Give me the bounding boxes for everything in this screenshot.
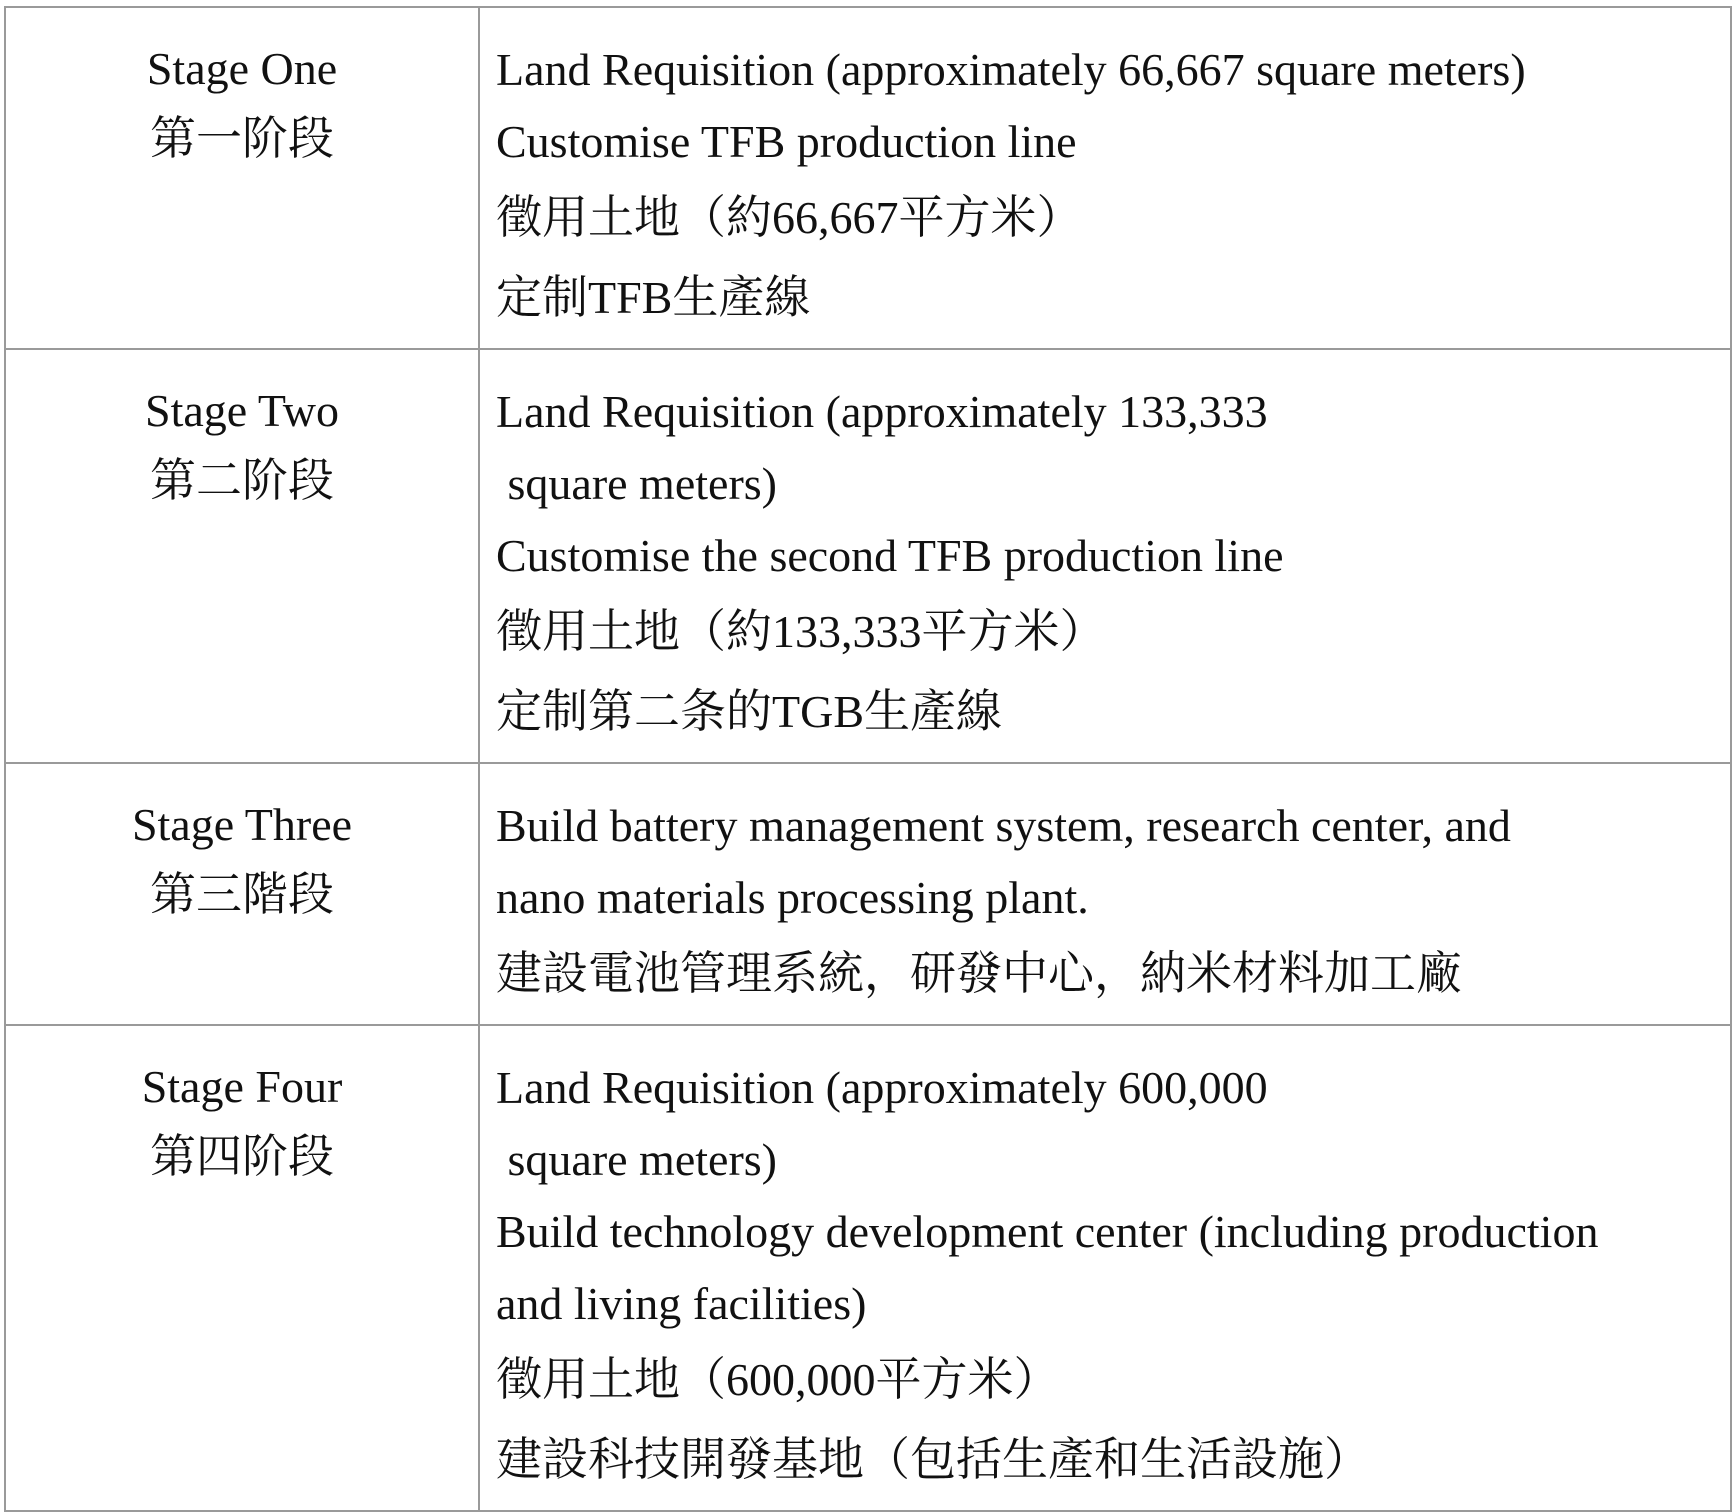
stage-name-zh: 第三階段 bbox=[150, 869, 334, 920]
description-line: square meters) bbox=[496, 458, 777, 509]
description-line: Build technology development center (including production bbox=[496, 1206, 1599, 1257]
stage-name: Stage Four bbox=[141, 1061, 343, 1112]
stage-name: Stage Three bbox=[131, 799, 353, 850]
description-line: 建設電池管理系統，研發中心，納米材料加工廠 bbox=[496, 948, 1462, 999]
description-cell bbox=[479, 7, 1731, 349]
table-row bbox=[5, 349, 1731, 763]
description-line: Customise TFB production line bbox=[496, 116, 1077, 167]
description-line: square meters) bbox=[496, 1134, 777, 1185]
table-row bbox=[5, 1025, 1731, 1511]
description-line: Customise the second TFB production line bbox=[496, 530, 1284, 581]
table-row bbox=[5, 7, 1731, 349]
stage-plan-table bbox=[4, 6, 1732, 1512]
description-line: 徵用土地（約133,333平方米） bbox=[496, 606, 1106, 657]
description-cell bbox=[479, 1025, 1731, 1511]
description-cell bbox=[479, 349, 1731, 763]
table-row bbox=[5, 763, 1731, 1025]
description-line: 定制第二条的TGB生產線 bbox=[496, 686, 1002, 737]
description-cell bbox=[479, 763, 1731, 1025]
description-line: 定制TFB生產線 bbox=[496, 272, 811, 323]
description-line: 建設科技開發基地（包括生產和生活設施） bbox=[496, 1434, 1370, 1485]
description-line: Land Requisition (approximately 600,000 bbox=[496, 1062, 1268, 1113]
stage-name-zh: 第一阶段 bbox=[150, 113, 334, 164]
stage-name: Stage One bbox=[146, 43, 338, 94]
stage-cell bbox=[5, 349, 479, 763]
description-line: 徵用土地（600,000平方米） bbox=[496, 1354, 1060, 1405]
stage-cell bbox=[5, 1025, 479, 1511]
stage-cell bbox=[5, 7, 479, 349]
description-line: 徵用土地（約66,667平方米） bbox=[496, 192, 1083, 243]
description-line: Build battery management system, research center, and bbox=[496, 800, 1511, 851]
stage-name-zh: 第二阶段 bbox=[150, 455, 334, 506]
stage-cell bbox=[5, 763, 479, 1025]
description-line: nano materials processing plant. bbox=[496, 872, 1089, 923]
description-line: Land Requisition (approximately 133,333 bbox=[496, 386, 1268, 437]
stage-name-zh: 第四阶段 bbox=[150, 1131, 334, 1182]
stage-name: Stage Two bbox=[145, 385, 339, 436]
description-line: and living facilities) bbox=[496, 1278, 867, 1329]
description-line: Land Requisition (approximately 66,667 square meters) bbox=[496, 44, 1526, 95]
